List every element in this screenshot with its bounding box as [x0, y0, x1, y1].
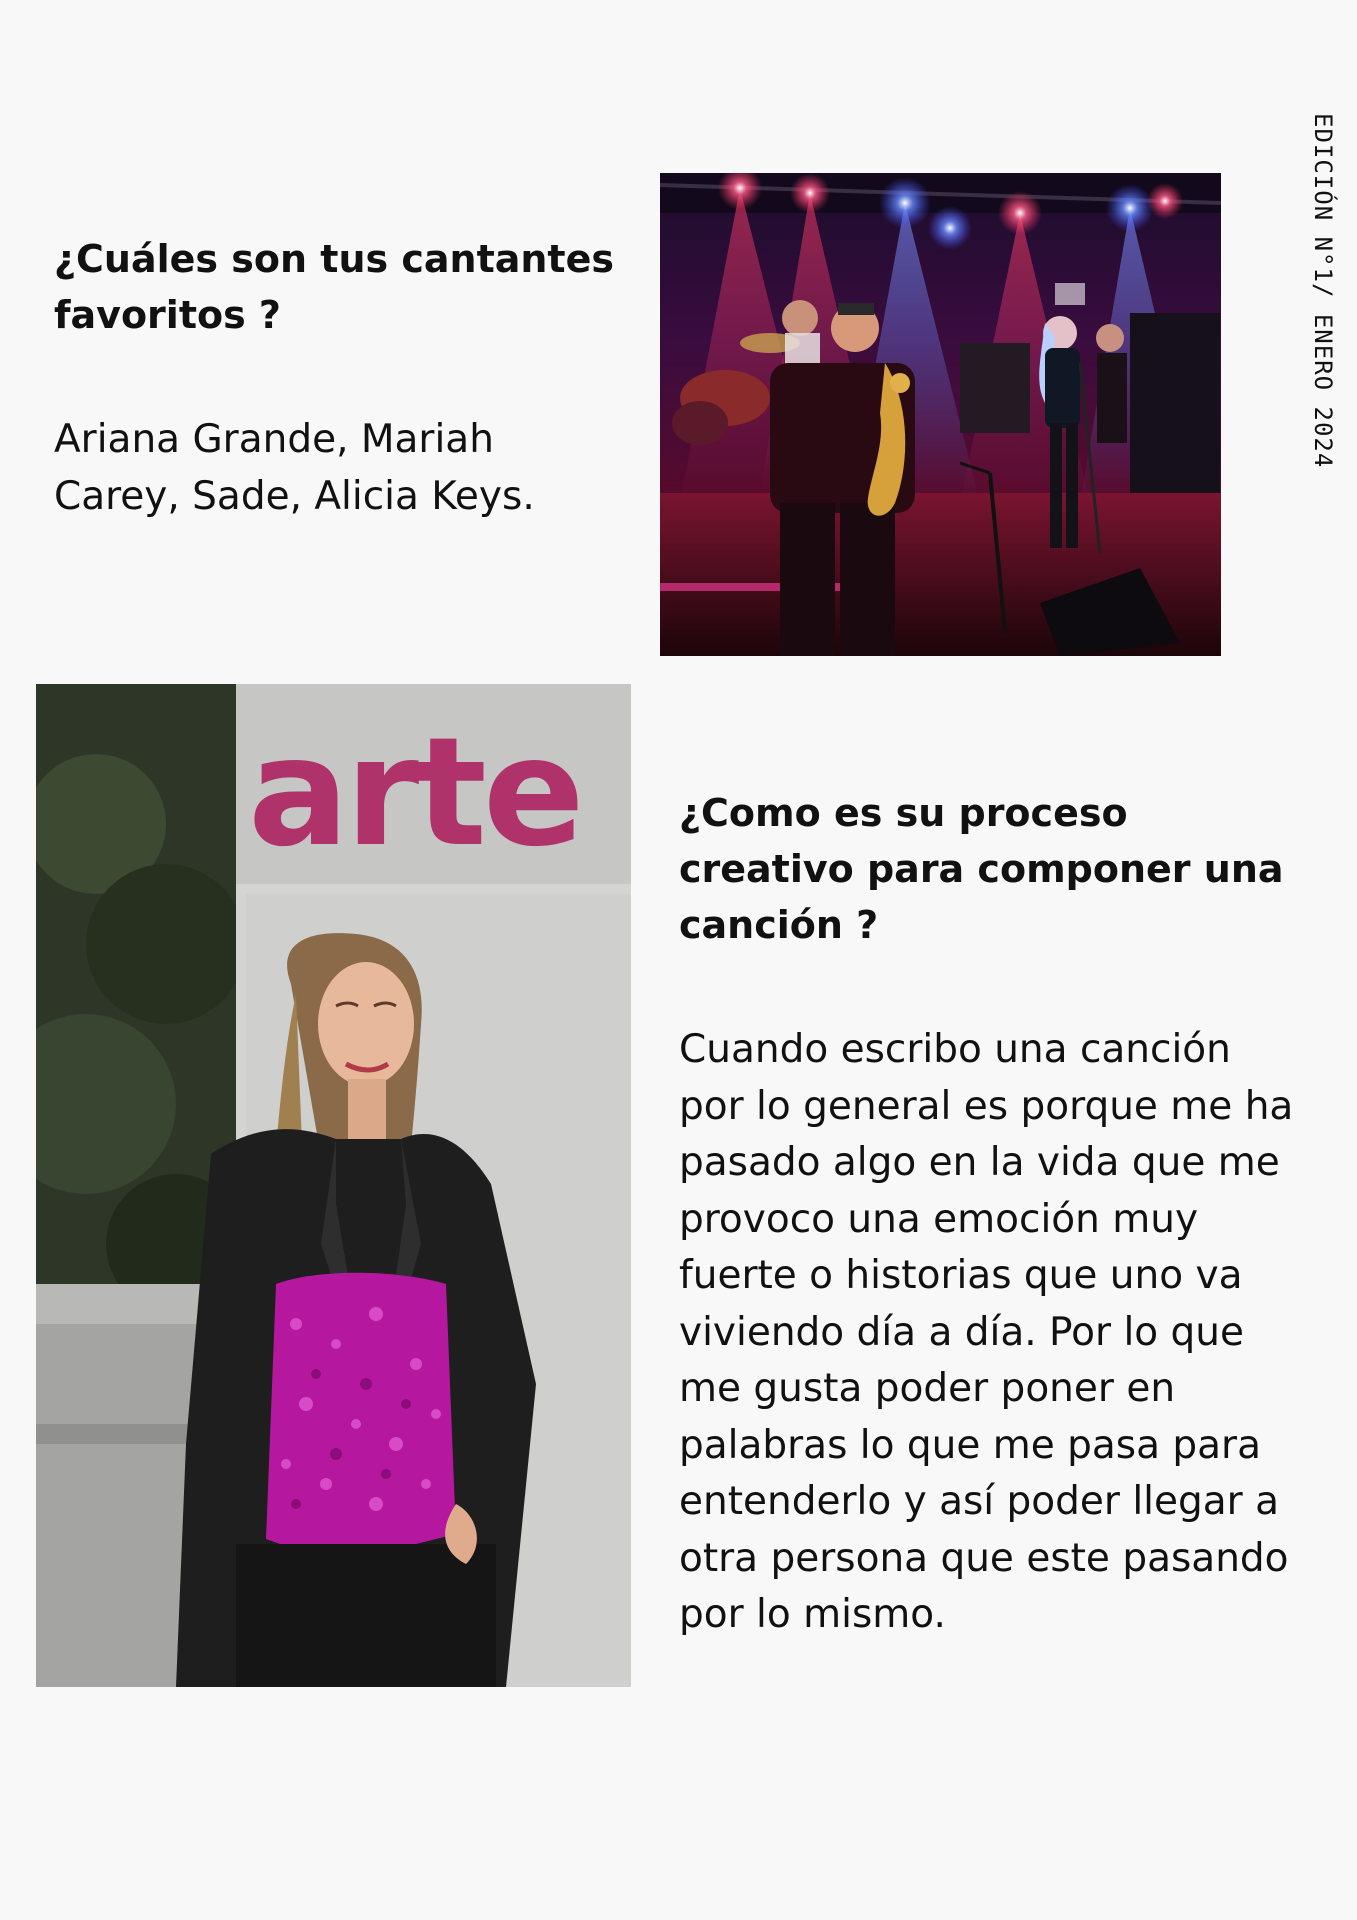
edition-label: EDICIÓN N°1/ ENERO 2024	[1309, 113, 1337, 469]
concert-photo	[660, 173, 1221, 656]
question-favorite-singers: ¿Cuáles son tus cantantes favoritos ?	[54, 237, 614, 337]
question-creative-process: ¿Como es su proceso creativo para componer una canción ?	[679, 791, 1284, 947]
answer-creative-process: Cuando escribo una canción por lo general es porque me ha pasado algo en la vida que me provoco una emoción muy fuerte o historias que uno va viviendo día a día. Por lo que me gusta poder poner en palabras lo que me pasa para entenderlo y así poder llegar a otra persona que este pasando por lo mismo.	[679, 1027, 1294, 1637]
concert-illustration	[660, 173, 1221, 656]
answer-favorite-singers: Ariana Grande, Mariah Carey, Sade, Alicia Keys.	[54, 417, 535, 519]
portrait-illustration	[36, 684, 631, 1687]
sign-text: arte	[248, 706, 581, 880]
portrait-photo	[36, 684, 631, 1687]
